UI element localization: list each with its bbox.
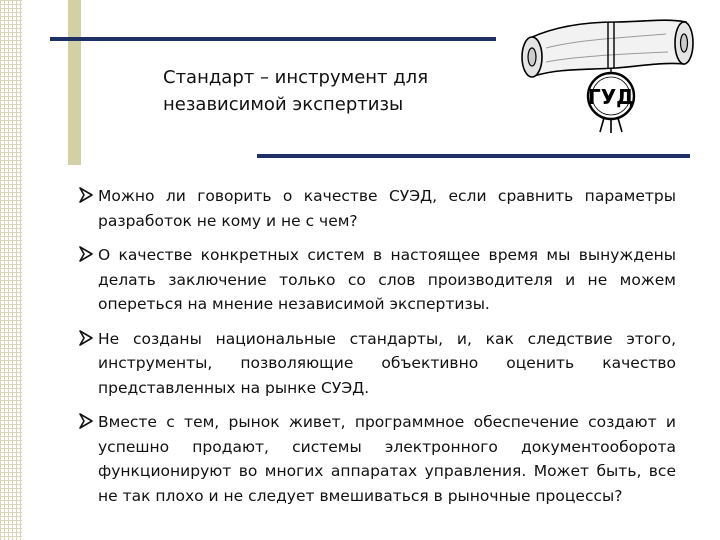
list-item: [78, 327, 676, 401]
arrow-bullet-icon: [78, 186, 94, 204]
title-line-1: Стандарт – инструмент для: [163, 67, 429, 88]
bullet-text: Не созданы национальные стандарты, и, как следствие этого, инструменты, позволяющие объективно оценить качество представленных на рынке СУЭД.: [98, 329, 676, 397]
accent-block: [68, 0, 81, 165]
title-line-2: независимой экспертизы: [163, 94, 404, 115]
list-item: [78, 243, 676, 317]
seal-text: ГУД: [588, 85, 634, 109]
arrow-bullet-icon: [78, 412, 94, 430]
bullet-text: Можно ли говорить о качестве СУЭД, если сравнить параметры разработок не кому и не с чем?: [98, 187, 676, 230]
arrow-bullet-icon: [78, 329, 94, 347]
scroll-logo-icon: [516, 8, 698, 136]
list-item: [78, 410, 676, 508]
left-pattern-strip: [0, 0, 22, 540]
slide-title: [163, 64, 493, 118]
bullet-text: Вместе с тем, рынок живет, программное обеспечение создают и успешно продают, системы электронного документооборота функционируют во многих аппаратах управления. Может быть, все не так плохо и не следует вмешиваться в рыночные процессы?: [98, 413, 676, 505]
bullet-text: О качестве конкретных систем в настоящее время мы вынуждены делать заключение только со слов производителя и не можем опереться на мнение независимой экспертизы.: [98, 246, 676, 313]
arrow-bullet-icon: [78, 245, 94, 263]
header-line-top: [50, 37, 496, 41]
bullet-list: [78, 184, 676, 518]
header-line-bottom: [257, 154, 690, 158]
list-item: [78, 184, 676, 233]
